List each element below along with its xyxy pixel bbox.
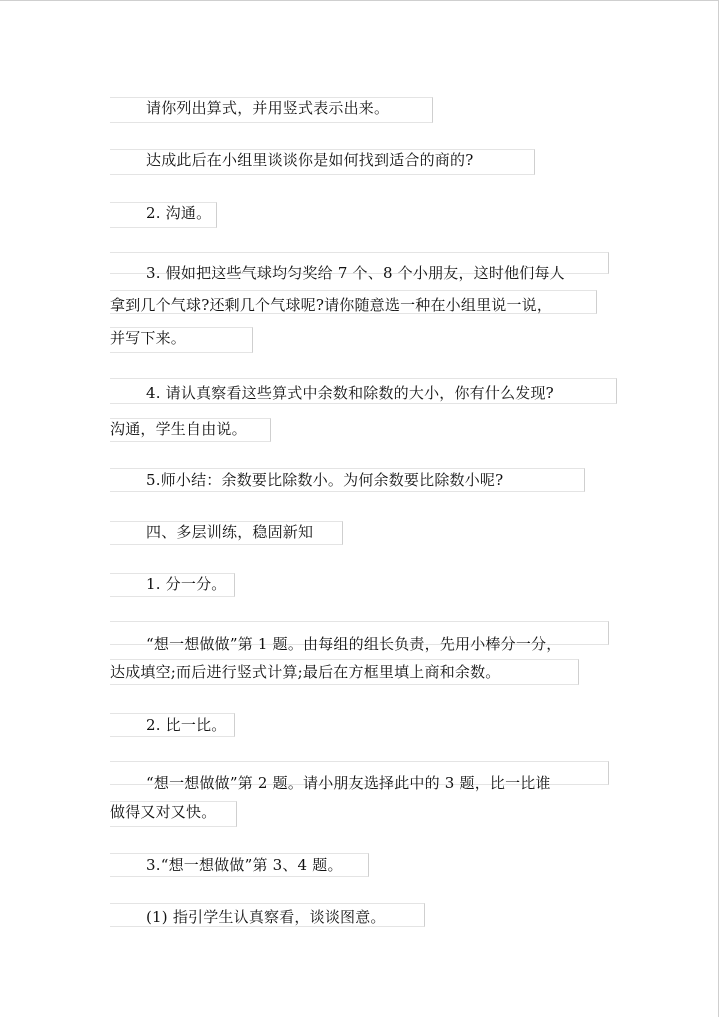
- paragraph-line: 沟通，学生自由说。: [110, 420, 247, 438]
- paragraph-line: 达成此后在小组里谈谈你是如何找到适合的商的?: [146, 151, 474, 169]
- section-item: 2. 沟通。: [146, 204, 212, 222]
- paragraph-line: “想一想做做”第 2 题。请小朋友选择此中的 3 题，比一比谁: [146, 774, 551, 792]
- section-item: 3.“想一想做做”第 3、4 题。: [146, 856, 343, 874]
- section-item: 1. 分一分。: [146, 575, 227, 593]
- paragraph-line: 5.师小结：余数要比除数小。为何余数要比除数小呢?: [146, 471, 504, 489]
- paragraph-line: 并写下来。: [110, 329, 187, 347]
- paragraph-line: 达成填空;而后进行竖式计算;最后在方框里填上商和余数。: [110, 663, 501, 681]
- paragraph-line: 做得又对又快。: [110, 803, 217, 821]
- paragraph-line: (1) 指引学生认真察看，谈谈图意。: [146, 908, 386, 926]
- paragraph-line: 拿到几个气球?还剩几个气球呢?请你随意选一种在小组里说一说，: [110, 296, 553, 314]
- paragraph-line: 请你列出算式，并用竖式表示出来。: [146, 99, 390, 117]
- section-heading: 四、多层训练，稳固新知: [146, 523, 314, 541]
- paragraph-line: 4. 请认真察看这些算式中余数和除数的大小，你有什么发现?: [146, 384, 554, 402]
- paragraph-line: “想一想做做”第 1 题。由每组的组长负责，先用小棒分一分，: [146, 635, 562, 653]
- section-item: 2. 比一比。: [146, 716, 227, 734]
- paragraph-line: 3. 假如把这些气球均匀奖给 7 个、8 个小朋友，这时他们每人: [146, 264, 565, 282]
